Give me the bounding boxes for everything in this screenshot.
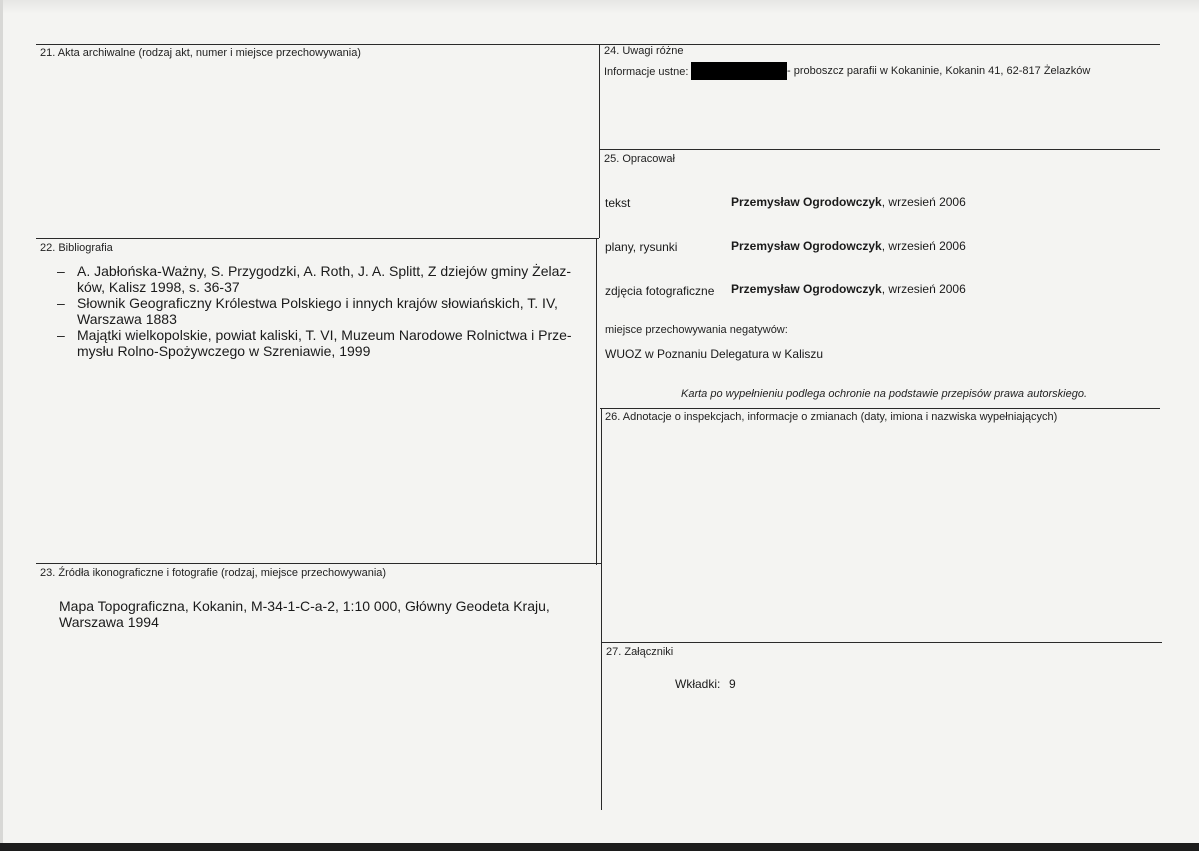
- rule-21-22: [36, 238, 599, 239]
- negatives-location: WUOZ w Poznaniu Delegatura w Kaliszu: [605, 347, 824, 361]
- author-entry-photos: [731, 281, 966, 297]
- bibliography-item: – A. Jabłońska-Ważny, S. Przygodzki, A. Roth, J. A. Splitt, Z dziejów gminy Żelaz-ków, Kalisz 1998, s. 36-37: [57, 263, 581, 295]
- author-date: , wrzesień 2006: [881, 282, 966, 296]
- section-23-label: 23. Źródła ikonograficzne i fotografie (rodzaj, miejsce przechowywania): [40, 567, 387, 579]
- bibliography-list: [57, 263, 581, 359]
- inserts-label: Wkładki:: [675, 677, 721, 691]
- role-photos: zdjęcia fotograficzne: [605, 284, 715, 298]
- rule-22-23: [36, 563, 601, 564]
- author-entry-text: [731, 194, 966, 210]
- copyright-note: Karta po wypełnieniu podlega ochronie na podstawie przepisów prawa autorskiego.: [681, 388, 1088, 400]
- scan-edge-left: [0, 0, 3, 851]
- author-name: Przemysław Ogrodowczyk: [731, 282, 882, 296]
- section-26-label: 26. Adnotacje o inspekcjach, informacje o zmianach (daty, imiona i nazwiska wypełniających): [605, 411, 1058, 423]
- author-date: , wrzesień 2006: [881, 195, 966, 209]
- redaction-bar: [691, 62, 787, 80]
- bibliography-item: – Słownik Geograficzny Królestwa Polskiego i innych krajów słowiańskich, T. IV, Warszawa 1883: [57, 295, 581, 327]
- rule-top: [36, 44, 1160, 45]
- section-25-label: 25. Opracował: [604, 153, 675, 165]
- section-27-label: 27. Załączniki: [606, 646, 674, 658]
- bibliography-item: – Majątki wielkopolskie, powiat kaliski, T. VI, Muzeum Narodowe Rolnictwa i Prze-mysłu Rolno-Spożywczego w Szreniawie, 1999: [57, 327, 581, 359]
- oral-info-text: - proboszcz parafii w Kokaninie, Kokanin 41, 62-817 Żelazków: [787, 65, 1091, 77]
- negatives-label: miejsce przechowywania negatywów:: [605, 324, 788, 336]
- inserts-count: 9: [729, 677, 736, 691]
- scan-edge-top: [0, 0, 1199, 14]
- rule-24-25: [600, 149, 1160, 150]
- section-24-label: 24. Uwagi różne: [604, 45, 684, 57]
- author-date: , wrzesień 2006: [881, 239, 966, 253]
- role-text: tekst: [605, 196, 631, 210]
- role-plans: plany, rysunki: [605, 240, 678, 254]
- rule-26-27: [602, 642, 1162, 643]
- author-name: Przemysław Ogrodowczyk: [731, 195, 882, 209]
- rule-vertical-lower: [601, 408, 602, 810]
- oral-info-label: Informacje ustne:: [604, 66, 689, 78]
- author-name: Przemysław Ogrodowczyk: [731, 239, 882, 253]
- iconographic-source-line2: Warszawa 1994: [59, 614, 159, 630]
- section-21-label: 21. Akta archiwalne (rodzaj akt, numer i miejsce przechowywania): [40, 47, 361, 59]
- author-entry-plans: [731, 238, 966, 254]
- rule-25-26: [600, 408, 1160, 409]
- rule-vertical-middle: [596, 238, 597, 565]
- rule-vertical-upper: [599, 44, 600, 238]
- iconographic-source-line1: Mapa Topograficzna, Kokanin, M-34-1-C-a-2, 1:10 000, Główny Geodeta Kraju,: [59, 598, 550, 614]
- section-22-label: 22. Bibliografia: [40, 242, 113, 254]
- scan-edge-bottom: [0, 843, 1199, 851]
